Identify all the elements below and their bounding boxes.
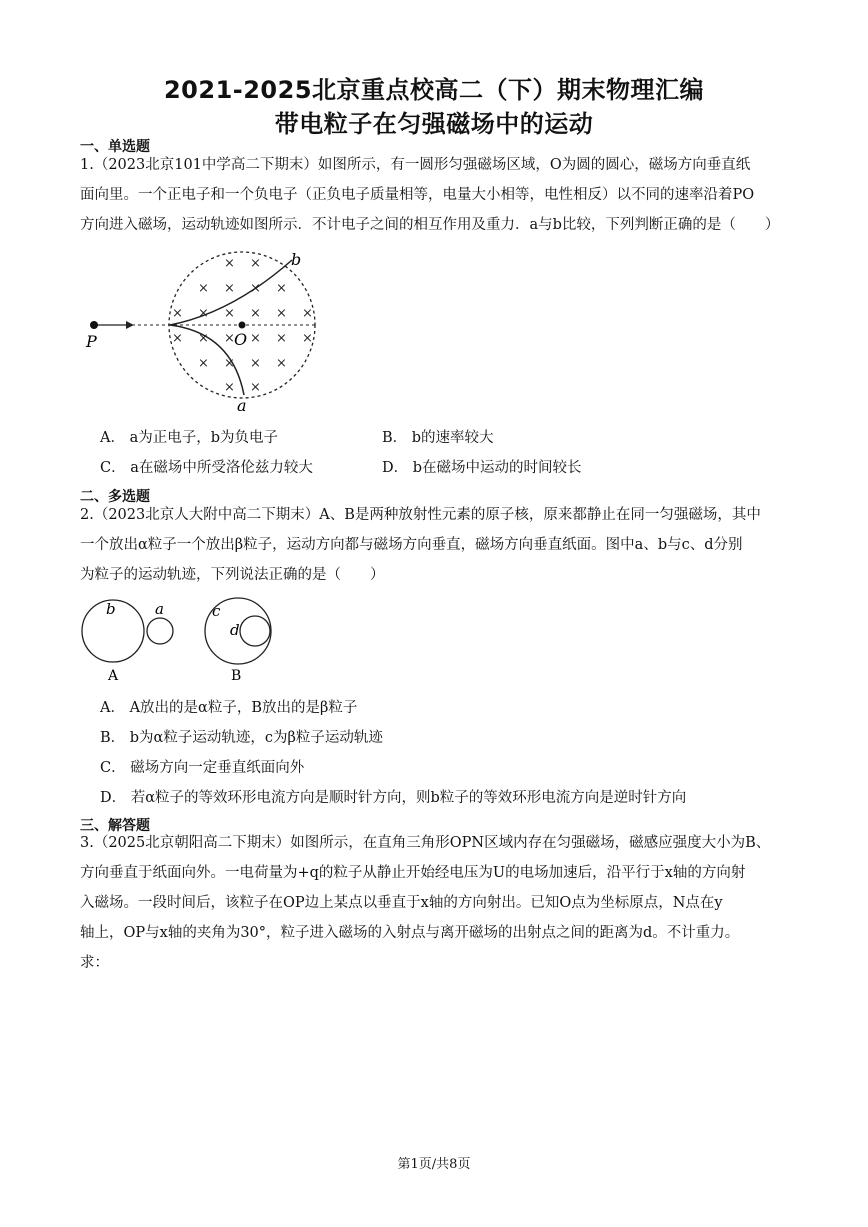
cross-mark: × — [250, 256, 261, 271]
cross-mark: × — [172, 331, 183, 346]
document-title: 2021-2025北京重点校高二（下）期末物理汇编 — [163, 76, 705, 104]
cross-mark: × — [250, 306, 261, 321]
q1-option-c: C． a在磁场中所受洛伦兹力较大 — [100, 460, 313, 476]
document-subtitle: 带电粒子在匀强磁场中的运动 — [274, 110, 594, 138]
question-2-figure — [78, 596, 278, 686]
question-3-line: 轴上，OP与x轴的夹角为30°，粒子进入磁场的入射点与离开磁场的出射点之间的距离为d。不计重力。 — [80, 925, 740, 941]
label-a: a — [237, 396, 247, 415]
label-b: b — [106, 600, 116, 618]
label-c: c — [212, 602, 221, 620]
cross-mark: × — [250, 356, 261, 371]
cross-mark: × — [224, 356, 235, 371]
question-2-text — [80, 500, 792, 590]
cross-mark: × — [172, 306, 183, 321]
cross-mark: × — [224, 281, 235, 296]
label-p: P — [86, 332, 97, 351]
q2-option-a: A． A放出的是α粒子，B放出的是β粒子 — [100, 700, 358, 716]
question-1-text — [80, 150, 792, 240]
section-heading-multi-choice: 二、多选题 — [80, 489, 150, 505]
question-3-line: 方向垂直于纸面向外。一电荷量为+q的粒子从静止开始经电压为U的电场加速后，沿平行于x轴的方向射 — [80, 865, 746, 881]
cross-mark: × — [224, 380, 235, 395]
cross-mark: × — [302, 331, 313, 346]
q1-option-b: B． b的速率较大 — [382, 430, 494, 446]
q1-option-a: A． a为正电子，b为负电子 — [100, 430, 279, 446]
cross-mark: × — [276, 356, 287, 371]
q2-option-c: C． 磁场方向一定垂直纸面向外 — [100, 760, 305, 776]
q2-option-d: D． 若α粒子的等效环形电流方向是顺时针方向，则b粒子的等效环形电流方向是逆时针方向 — [100, 790, 687, 806]
question-3-line: 求： — [80, 955, 109, 971]
cross-mark: × — [198, 356, 209, 371]
question-1-line: 1.（2023北京101中学高二下期末）如图所示，有一圆形匀强磁场区域，O为圆的圆心，磁场方向垂直纸 — [80, 157, 751, 173]
caption-a: A — [108, 668, 119, 684]
cross-mark: × — [198, 306, 209, 321]
question-3-text — [80, 828, 792, 978]
question-1-figure — [82, 245, 322, 415]
point-o — [239, 322, 246, 329]
label-o: O — [234, 330, 248, 349]
cross-mark: × — [224, 256, 235, 271]
section-heading-single-choice: 一、单选题 — [80, 139, 150, 155]
question-2-line: 2.（2023北京人大附中高二下期末）A、B是两种放射性元素的原子核，原来都静止在同一匀强磁场，其中 — [80, 507, 761, 523]
cross-mark: × — [224, 331, 235, 346]
question-2-line: 为粒子的运动轨迹，下列说法正确的是（ ） — [80, 567, 385, 583]
label-d: d — [230, 621, 240, 639]
cross-mark: × — [276, 306, 287, 321]
label-a: a — [155, 600, 164, 618]
q1-option-d: D． b在磁场中运动的时间较长 — [382, 460, 582, 476]
cross-mark: × — [276, 281, 287, 296]
question-3-line: 3.（2025北京朝阳高二下期末）如图所示，在直角三角形OPN区域内存在匀强磁场，磁感应强度大小为B、 — [80, 835, 771, 851]
track-a-circle — [147, 618, 173, 644]
section-heading-answer: 三、解答题 — [80, 818, 150, 834]
question-2-line: 一个放出α粒子一个放出β粒子，运动方向都与磁场方向垂直，磁场方向垂直纸面。图中a、b与c、d分别 — [80, 537, 743, 553]
cross-mark: × — [250, 380, 261, 395]
question-3-line: 入磁场。一段时间后，该粒子在OP边上某点以垂直于x轴的方向射出。已知O点为坐标原点，N点在y — [80, 895, 723, 911]
cross-mark: × — [276, 331, 287, 346]
cross-mark: × — [198, 281, 209, 296]
track-d-circle — [240, 616, 270, 646]
label-b: b — [291, 250, 302, 269]
question-1-line: 面向里。一个正电子和一个负电子（正负电子质量相等，电量大小相等，电性相反）以不同的速率沿着PO — [80, 187, 755, 203]
q2-option-b: B． b为α粒子运动轨迹，c为β粒子运动轨迹 — [100, 730, 383, 746]
page-number: 第1页/共8页 — [397, 1157, 471, 1172]
question-1-line: 方向进入磁场，运动轨迹如图所示．不计电子之间的相互作用及重力．a与b比较，下列判断正确的是（ ） — [80, 217, 780, 233]
cross-mark: × — [250, 281, 261, 296]
cross-mark: × — [302, 306, 313, 321]
point-p — [90, 321, 98, 329]
cross-mark: × — [224, 306, 235, 321]
cross-mark: × — [250, 331, 261, 346]
caption-b: B — [231, 668, 242, 684]
cross-mark: × — [198, 331, 209, 346]
arrow-head-icon — [126, 321, 134, 329]
